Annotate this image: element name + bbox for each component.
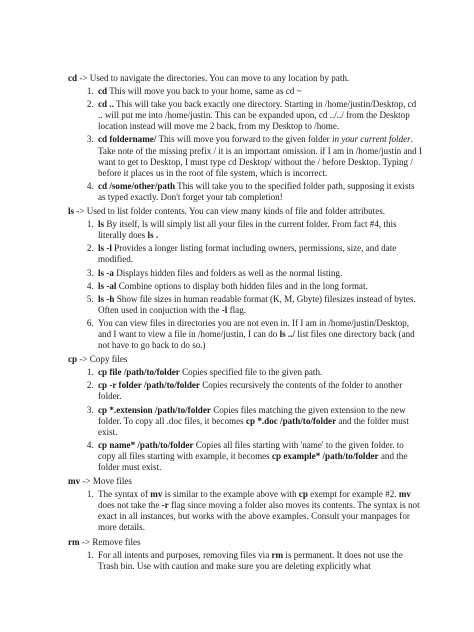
command-description: -> Used to navigate the directories. You can move to any location by path. [77, 73, 350, 83]
list-item [96, 86, 422, 97]
command-list [68, 550, 422, 572]
list-item [96, 219, 422, 241]
command-syntax: -l [221, 304, 228, 315]
command-list [68, 489, 422, 533]
command-syntax: ls -al [98, 280, 117, 291]
command-name: cd [68, 73, 78, 83]
body-text: flag. [227, 304, 247, 315]
list-item [96, 99, 422, 132]
command-description: -> Remove files [79, 536, 141, 547]
body-text: Combine options to display both hidden files and in the long format. [116, 280, 368, 291]
list-item [96, 489, 422, 533]
command-syntax: -r [161, 500, 169, 511]
body-text: is similar to the example above with [162, 489, 299, 500]
body-text: Copies files matching the given extension to the new folder. To copy all .doc files, it becomes [98, 404, 406, 426]
command-description: -> Used to list folder contents. You can view many kinds of file and folder attributes. [74, 206, 386, 217]
body-text: Displays hidden files and folders as well as the normal listing. [113, 267, 343, 278]
list-item [96, 550, 422, 572]
body-text: By itself, ls will simply list all your files in the current folder. From fact #4, this literally does [98, 219, 397, 241]
command-syntax: ls [98, 219, 105, 230]
body-text: list files one directory back (and not have to go back to do so.) [98, 328, 415, 351]
body-text: This will move you forward to the given folder [156, 134, 332, 145]
section-cd [68, 73, 422, 203]
command-syntax: cp example* /path/to/folder [272, 450, 379, 461]
command-syntax: mv [150, 489, 163, 500]
command-syntax: cp *.extension /path/to/folder [98, 404, 211, 415]
body-text: You can view files in directories you are not even in. If I am in /home/justin/Desktop, and I want to view a file in /home/justin, I can do [98, 317, 409, 339]
command-syntax: cp file /path/to/folder [98, 367, 180, 378]
list-item [96, 294, 422, 316]
list-item [96, 367, 422, 378]
command-name: ls [68, 206, 75, 217]
command-syntax: rm [271, 549, 284, 560]
body-text: Show file sizes in human readable format (K, M, Gbyte) filesizes instead of bytes. Often used in conjuction with the [98, 293, 416, 315]
command-syntax: cd [98, 86, 108, 97]
body-text: The syntax of [98, 489, 151, 500]
list-item [96, 134, 422, 178]
command-list [68, 219, 422, 351]
body-text: Provides a longer listing format including owners, permissions, size, and date modified. [98, 243, 397, 265]
command-syntax: ls -h [98, 293, 115, 304]
list-item [96, 380, 422, 402]
section-heading [68, 354, 422, 365]
body-text: is permanent. It does not use the Trash bin. Use with caution and make sure you are deleting explicitly what [98, 549, 403, 571]
command-syntax: cd foldername/ [98, 134, 157, 145]
command-list [68, 367, 422, 473]
body-text: flag since moving a folder also moves its contents. The syntax is not exact in all instances, but works with the above examples. Consult your manpages for more details. [98, 500, 420, 533]
section-cp [68, 354, 422, 473]
section-heading [68, 476, 422, 487]
command-name: cp [68, 354, 78, 365]
command-syntax: cp *.doc /path/to/folder [245, 415, 337, 426]
body-text: This will take you to the specified folder path, supposing it exists as typed exactly. Don't forget your tab completion! [98, 180, 415, 202]
list-item [96, 243, 422, 265]
command-name: rm [68, 536, 80, 547]
command-list [68, 86, 422, 203]
command-name: mv [68, 476, 81, 487]
section-heading [68, 206, 422, 217]
command-syntax: ls -a [98, 267, 114, 278]
section-rm [68, 537, 422, 572]
command-syntax: cd /some/other/path [98, 180, 176, 191]
section-mv [68, 476, 422, 533]
section-heading [68, 73, 422, 84]
command-syntax: cp -r folder /path/to/folder [98, 380, 200, 391]
command-description: -> Copy files [77, 354, 128, 365]
command-description: -> Move files [80, 476, 132, 487]
command-syntax: mv [398, 489, 411, 500]
list-item [96, 281, 422, 292]
body-text: and the folder must exist. [98, 450, 408, 472]
list-item [96, 318, 422, 351]
body-text: This will take you back exactly one directory. Starting in /home/justin/Desktop, cd .. will put me into /home/justin. This can be expanded upon, cd ../../ from the Desktop location instead will move me 2 back, from my Desktop to /home. [98, 99, 417, 132]
body-text: This will move you back to your home, same as cd ~ [107, 86, 302, 97]
command-syntax: ls ../ [279, 328, 295, 339]
command-syntax: ls -l [98, 243, 112, 254]
body-text: . Take note of the missing prefix / it is an important omission. if I am in /home/justin and I want to get to Desktop, I must type cd Desktop/ without the / before Desktop. Typing / before it places us in the root of file system, which is incorrect. [98, 134, 422, 178]
list-item [96, 181, 422, 203]
body-text: does not take the [98, 500, 162, 511]
command-syntax: cd .. [98, 99, 114, 110]
body-text: For all intents and purposes, removing files via [98, 549, 272, 560]
list-item [96, 405, 422, 438]
section-heading [68, 537, 422, 548]
body-text: and the folder must exist. [98, 415, 409, 437]
command-syntax: ls . [147, 230, 159, 241]
emphasis-text: in your current folder [331, 134, 411, 145]
section-ls [68, 206, 422, 351]
command-syntax: cp name* /path/to/folder [98, 439, 194, 450]
body-text: Copies recursively the contents of the folder to another folder. [98, 380, 403, 402]
body-text: Copies all files starting with 'name' to the given folder. to copy all files starting with example, it becomes [98, 439, 404, 461]
body-text: exempt for example #2. [307, 489, 399, 500]
body-text: Copies specified file to the given path. [179, 367, 323, 378]
command-syntax: cp [298, 489, 308, 500]
list-item [96, 440, 422, 473]
list-item [96, 268, 422, 279]
